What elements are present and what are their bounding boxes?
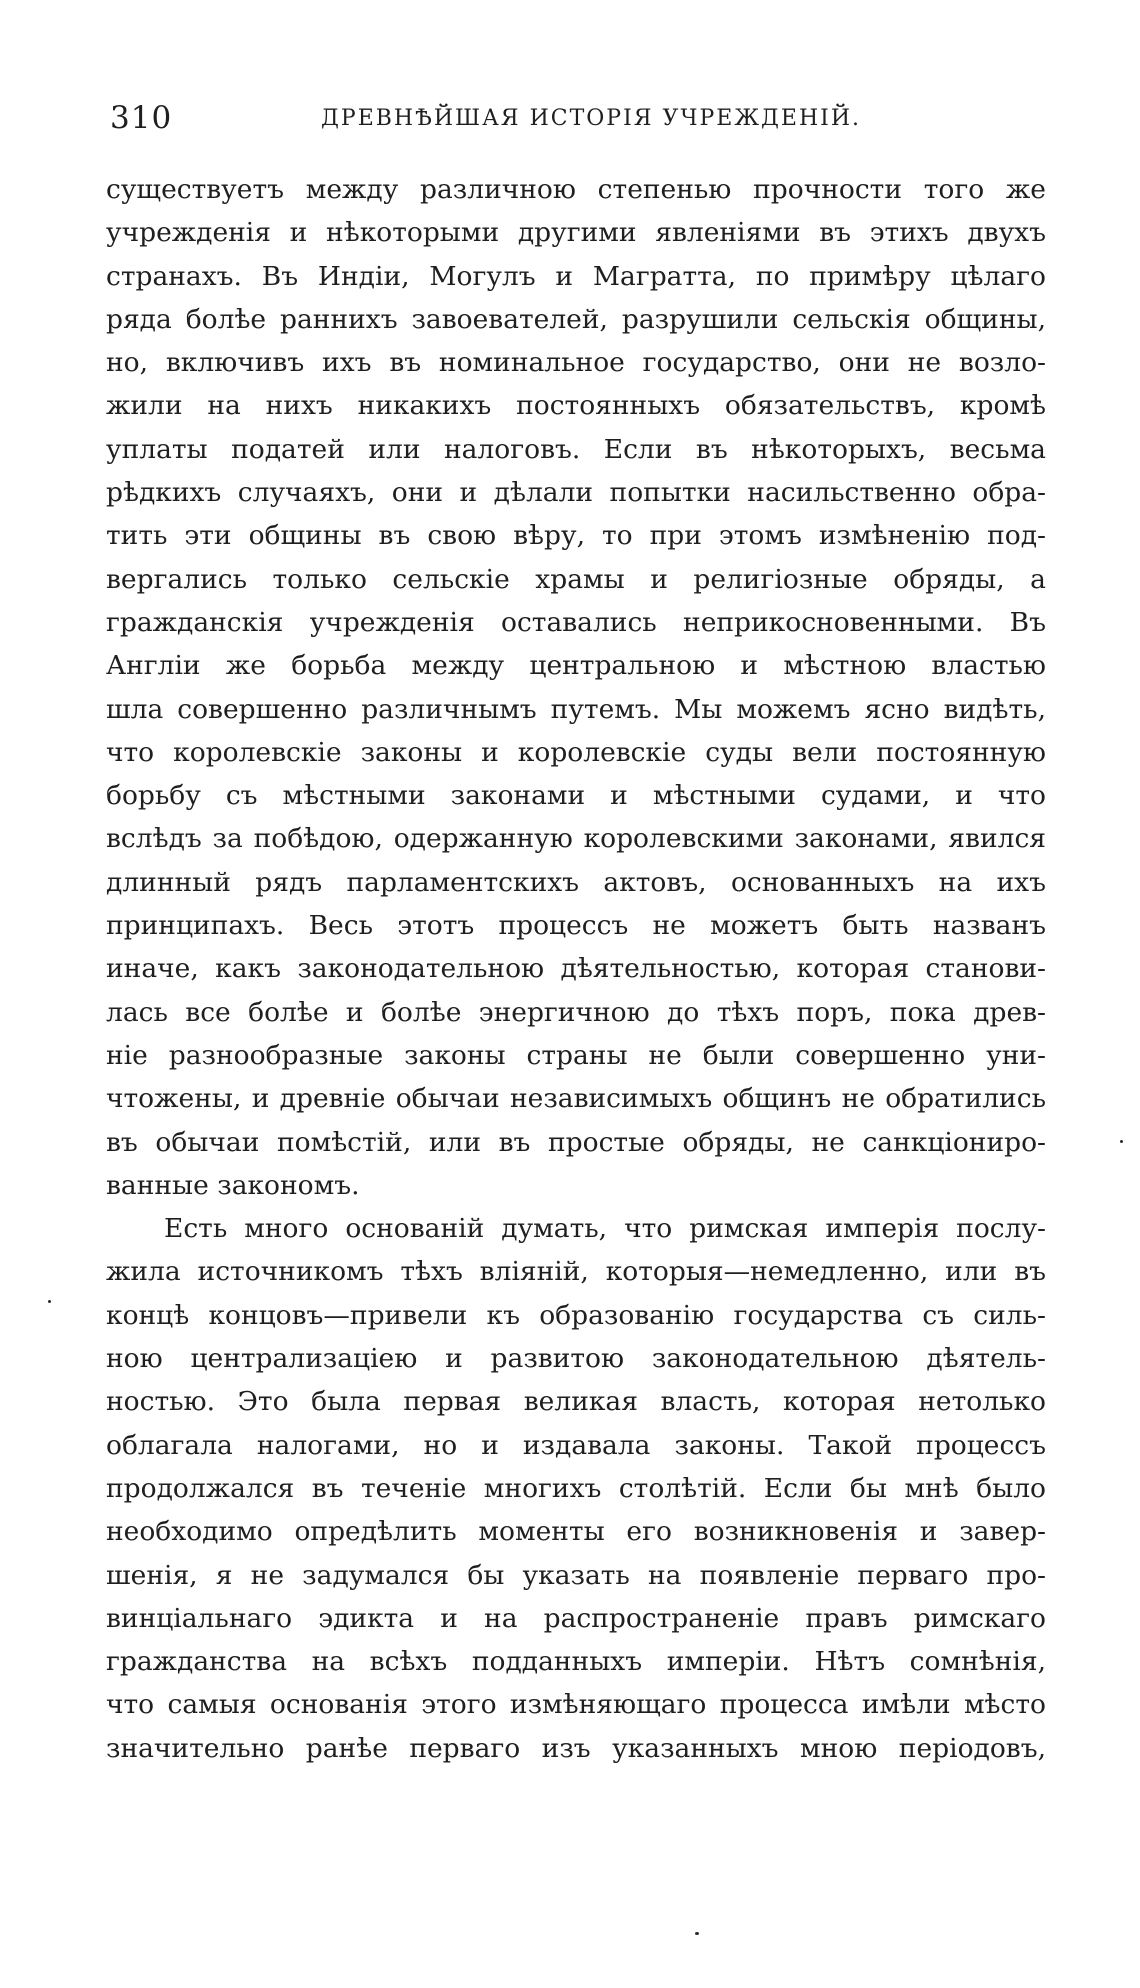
text-line: Англіи же борьба между центральною и мѣстною властью [106, 650, 1046, 682]
text-line: Есть много основаній думать, что римская имперія послу- [164, 1213, 1046, 1245]
text-line: лась все болѣе и болѣе энергичною до тѣхъ поръ, пока древ- [106, 996, 1046, 1028]
text-line: винціальнаго эдикта и на распространеніе правъ римскаго [106, 1602, 1046, 1634]
text-line: ніе разнообразные законы страны не были совершенно уни- [106, 1039, 1046, 1071]
text-line: значительно ранѣе перваго изъ указанныхъ мною періодовъ, [106, 1732, 1046, 1764]
text-line: странахъ. Въ Индіи, Могулъ и Магратта, по примѣру цѣлаго [106, 260, 1046, 292]
text-line: жила источникомъ тѣхъ вліяній, которыя—немедленно, или въ [106, 1256, 1046, 1288]
text-line: тить эти общины въ свою вѣру, то при этомъ измѣненію под- [106, 520, 1046, 552]
text-line: учрежденія и нѣкоторыми другими явленіями въ этихъ двухъ [106, 217, 1046, 249]
text-line: въ обычаи помѣстій, или въ простые обряды, не санкціониро- [106, 1126, 1046, 1158]
text-line: гражданскія учрежденія оставались неприкосновенными. Въ [106, 606, 1046, 638]
text-line: существуетъ между различною степенью прочности того же [106, 174, 1046, 205]
text-line: но, включивъ ихъ въ номинальное государство, они не возло- [106, 347, 1046, 379]
text-line: ною централизаціею и развитою законодательною дѣятель- [106, 1343, 1046, 1375]
text-line: ряда болѣе раннихъ завоевателей, разрушили сельскія общины, [106, 303, 1046, 335]
text-line: концѣ концовъ—привели къ образованію государства съ силь- [106, 1299, 1046, 1331]
speck-mark [1120, 1140, 1123, 1143]
text-line: облагала налогами, но и издавала законы. Такой процессъ [106, 1429, 1046, 1461]
book-page [106, 100, 1046, 1770]
text-line: необходимо опредѣлить моменты его возникновенія и завер- [106, 1516, 1046, 1548]
text-line: что королевскіе законы и королевскіе суды вели постоянную [106, 736, 1046, 768]
text-line: гражданства на всѣхъ подданныхъ имперіи. Нѣтъ сомнѣнія, [106, 1646, 1046, 1678]
text-line: рѣдкихъ случаяхъ, они и дѣлали попытки насильственно обра- [106, 477, 1046, 509]
speck-mark [48, 1300, 51, 1303]
text-line: иначе, какъ законодательною дѣятельностью, которая станови- [106, 953, 1046, 985]
text-line: шенія, я не задумался бы указать на появленіе перваго про- [106, 1559, 1046, 1591]
text-line: ностью. Это была первая великая власть, которая нетолько [106, 1386, 1046, 1418]
speck-mark [695, 1932, 699, 1935]
paragraph-1 [106, 168, 1046, 1207]
text-line: продолжался въ теченіе многихъ столѣтій. Если бы мнѣ было [106, 1472, 1046, 1504]
text-line: вергались только сельскіе храмы и религіозные обряды, а [106, 563, 1046, 595]
running-head [106, 100, 1046, 148]
page-number: 310 [110, 100, 173, 136]
text-line: длинный рядъ парламентскихъ актовъ, основанныхъ на ихъ [106, 866, 1046, 898]
text-line: ванные закономъ. [106, 1169, 360, 1201]
paragraph-2 [106, 1207, 1046, 1770]
text-line: вслѣдъ за побѣдою, одержанную королевскими законами, явился [106, 823, 1046, 855]
text-line: чтожены, и древніе обычаи независимыхъ общинъ не обратились [106, 1083, 1046, 1115]
text-line: принципахъ. Весь этотъ процессъ не можетъ быть названъ [106, 910, 1046, 942]
text-line: что самыя основанія этого измѣняющаго процесса имѣли мѣсто [106, 1689, 1046, 1721]
text-line: шла совершенно различнымъ путемъ. Мы можемъ ясно видѣть, [106, 693, 1046, 725]
text-line: борьбу съ мѣстными законами и мѣстными судами, и что [106, 780, 1046, 812]
text-line: уплаты податей или налоговъ. Если въ нѣкоторыхъ, весьма [106, 433, 1046, 465]
text-line: жили на нихъ никакихъ постоянныхъ обязательствъ, кромѣ [106, 390, 1046, 422]
running-title: ДРЕВНѢЙШАЯ ИСТОРІЯ УЧРЕЖДЕНІЙ. [321, 106, 862, 131]
